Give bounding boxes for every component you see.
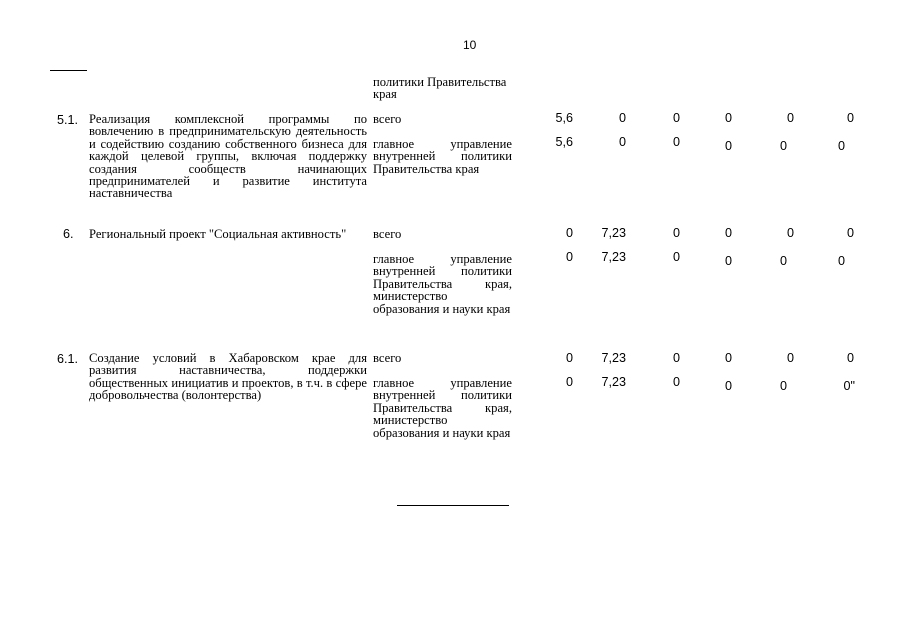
value-cell: 0 (786, 351, 794, 365)
value-cell: 7,23 (601, 375, 626, 389)
value-cell: 0 (724, 139, 732, 153)
continued-executor-text: политики Правительства края (373, 75, 507, 102)
value-cell: 0 (565, 226, 573, 240)
value-cell: 0 (618, 111, 626, 125)
total-label: всего (373, 351, 402, 365)
value-cell: 0 (779, 379, 787, 393)
value-cell: 0 (565, 250, 573, 264)
value-cell: 5,6 (555, 135, 573, 149)
value-cell: 0 (779, 254, 787, 268)
value-cell: 0 (672, 111, 680, 125)
value-cell: 0 (786, 111, 794, 125)
executor-label: главное управление внутренней политики Правительства края, министерство образования и науки края (373, 252, 512, 316)
value-cell: 0 (846, 226, 854, 240)
value-cell: 0 (672, 135, 680, 149)
value-cell: 0 (724, 226, 732, 240)
row-number: 6.1. (57, 352, 79, 366)
row-title: Создание условий в Хабаровском крае для развития наставничества, поддержки общественных инициатив и проектов, в т.ч. в сфере добровольчества (волонтерства) (89, 351, 367, 403)
value-cell: 0 (672, 250, 680, 264)
value-cell: 0 (724, 254, 732, 268)
value-cell: 0 (672, 226, 680, 240)
value-cell: 0 (565, 351, 573, 365)
row-title: Региональный проект "Социальная активность" (89, 227, 347, 241)
value-cell: 0 (565, 375, 573, 389)
value-cell: 0 (837, 254, 845, 268)
value-cell: 0 (618, 135, 626, 149)
value-cell: 5,6 (555, 111, 573, 125)
value-cell: 7,23 (601, 226, 626, 240)
page-number: 10 (463, 38, 477, 52)
value-cell: 0 (672, 351, 680, 365)
value-cell: 0 (724, 379, 732, 393)
bottom-divider (397, 505, 509, 506)
value-cell: 0 (837, 139, 845, 153)
value-cell: 0 (786, 226, 794, 240)
total-label: всего (373, 112, 402, 126)
row-number: 5.1. (57, 113, 79, 127)
value-cell: 7,23 (601, 250, 626, 264)
value-cell: 0 (724, 111, 732, 125)
value-cell: 0 (779, 139, 787, 153)
top-divider (50, 70, 87, 71)
value-cell: 0" (843, 379, 855, 393)
value-cell: 0 (846, 351, 854, 365)
executor-label: главное управление внутренней политики Правительства края, министерство образования и науки края (373, 376, 512, 440)
executor-label: главное управление внутренней политики Правительства края (373, 137, 512, 176)
value-cell: 0 (846, 111, 854, 125)
value-cell: 0 (724, 351, 732, 365)
total-label: всего (373, 227, 402, 241)
value-cell: 0 (672, 375, 680, 389)
row-title: Реализация комплексной программы по вовлечению в предпринимательскую деятельность и содействию созданию собственного бизнеса для каждой целевой группы, включая поддержку создания сообществ начинающих предпринимателей и развитие института наставничества (89, 112, 367, 201)
row-number: 6. (63, 227, 74, 241)
value-cell: 7,23 (601, 351, 626, 365)
